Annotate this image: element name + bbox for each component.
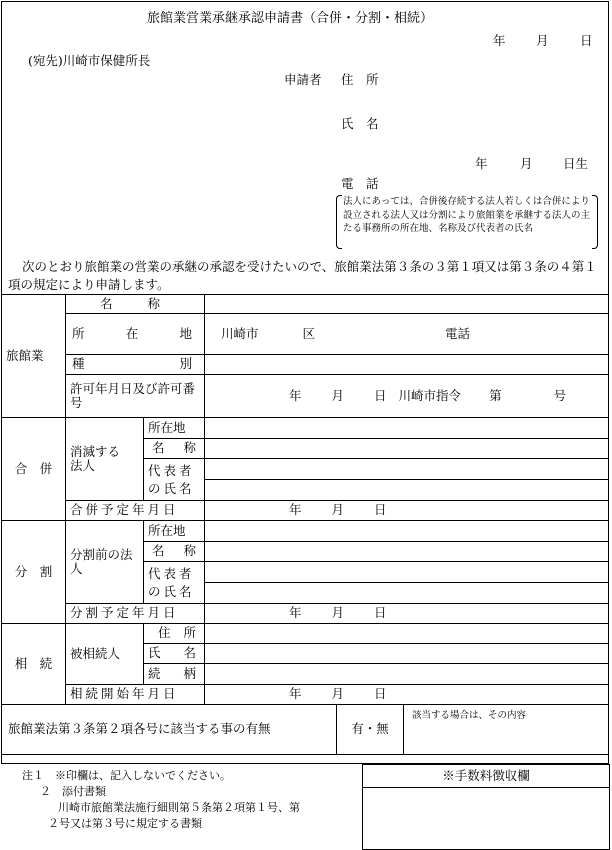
- applicant-name-label: 氏 名: [341, 116, 379, 131]
- merger-date-field[interactable]: [205, 501, 609, 521]
- corporate-note: 法人にあっては、合併後存続する法人若しくは合併により設立される法人又は分割により旅館業を承継する法人の主たる事務所の所在地、名称及び代表者の氏名: [343, 196, 591, 234]
- footnote-2-line2: ２号又は第３号に規定する書類: [48, 817, 202, 830]
- division-year-label: 年: [289, 605, 302, 621]
- division-name-label: 名 称: [144, 542, 205, 562]
- ryokan-section-label: 旅館業: [2, 295, 66, 418]
- merger-address-field[interactable]: [205, 418, 609, 439]
- merger-rep-field-1[interactable]: [205, 459, 609, 480]
- applicant-address-label: 住 所: [341, 72, 379, 87]
- merger-name-field[interactable]: [205, 439, 609, 459]
- division-month-label: 月: [331, 605, 345, 621]
- division-name-field[interactable]: [205, 542, 609, 562]
- merger-day-label: 日: [374, 502, 387, 518]
- applicant-label: 申請者: [284, 72, 322, 87]
- permit-go-label: 号: [553, 387, 567, 403]
- birth-month-label: 月: [520, 156, 533, 171]
- division-party-label: 分割前の法人: [66, 521, 144, 604]
- permit-year-label: 年: [289, 387, 302, 403]
- inheritance-party-label: 被相続人: [66, 624, 144, 685]
- permit-label: 許可年月日及び許可番号: [66, 375, 205, 418]
- date-day-label: 日: [580, 33, 593, 48]
- footnote-1: 注１ ※印欄は、記入しないでください。: [22, 769, 231, 782]
- note-bracket-left: [336, 195, 342, 249]
- permit-dai-label: 第: [489, 387, 502, 403]
- ward-label: 区: [302, 325, 316, 341]
- date-month-label: 月: [536, 33, 549, 48]
- merger-section-label: 合 併: [2, 418, 66, 521]
- merger-name-label: 名 称: [144, 439, 205, 459]
- inheritance-name-field[interactable]: [205, 644, 609, 664]
- division-section-label: 分 割: [2, 521, 66, 624]
- note-bracket-right: [592, 195, 598, 249]
- city-prefix: 川崎市: [221, 325, 259, 341]
- ryokan-type-label: 種 別: [66, 355, 205, 375]
- phone-label: 電話: [445, 325, 471, 341]
- merger-month-label: 月: [331, 502, 345, 518]
- merger-date-label: 合併予定年月日: [66, 501, 205, 521]
- inheritance-name-label: 氏 名: [144, 644, 205, 664]
- footnote-2-line1: 川崎市旅館業法施行細則第５条第２項第１号、第: [58, 801, 300, 814]
- permit-month-label: 月: [331, 387, 345, 403]
- fee-title: ※手数料徴収欄: [363, 765, 609, 788]
- ryokan-type-field[interactable]: [205, 355, 609, 375]
- application-table: [1, 294, 609, 755]
- applicant-phone-label: 電 話: [341, 176, 379, 191]
- intro-text: 次のとおり旅館業の営業の承継の承認を受けたいので、旅館業法第３条の３第１項又は第３条の４第１項の規定により申請します。: [8, 259, 597, 292]
- division-date-field[interactable]: [205, 604, 609, 624]
- division-address-label: 所在地: [144, 521, 205, 542]
- division-date-label: 分割予定年月日: [66, 604, 205, 624]
- inheritance-relation-label: 続 柄: [144, 664, 205, 685]
- division-day-label: 日: [374, 605, 387, 621]
- eligibility-row: [2, 705, 609, 755]
- merger-year-label: 年: [289, 502, 302, 518]
- ryokan-location-field[interactable]: [205, 314, 609, 355]
- form-title: 旅館業営業承継承認申請書（合併・分割・相続）: [147, 11, 434, 26]
- eligibility-question: 旅館業法第３条第２項各号に該当する事の有無: [8, 721, 271, 737]
- merger-rep-field-2[interactable]: [205, 480, 609, 501]
- addressee: (宛先)川崎市保健所長: [28, 53, 151, 68]
- merger-party-label: 消滅する法人: [66, 418, 144, 501]
- division-rep-field-1[interactable]: [205, 562, 609, 583]
- eligibility-choice[interactable]: 有・無: [336, 705, 404, 754]
- inheritance-year-label: 年: [289, 686, 302, 702]
- inheritance-month-label: 月: [331, 686, 345, 702]
- inheritance-date-label: 相続開始年月日: [66, 685, 205, 705]
- birth-year-label: 年: [475, 156, 488, 171]
- birth-day-label: 日生: [563, 156, 589, 171]
- footnote-2: ２ 添付書類: [40, 785, 106, 798]
- merger-address-label: 所在地: [144, 418, 205, 439]
- inheritance-section-label: 相 続: [2, 624, 66, 705]
- permit-field[interactable]: [205, 375, 609, 418]
- merger-rep-label: 代表者の氏名: [144, 459, 205, 501]
- eligibility-detail-label: 該当する場合は、その内容: [412, 710, 527, 721]
- permit-day-label: 日: [374, 387, 387, 403]
- inheritance-address-label: 住 所: [144, 624, 205, 644]
- inheritance-address-field[interactable]: [205, 624, 609, 644]
- division-rep-field-2[interactable]: [205, 583, 609, 604]
- fee-box: [362, 764, 610, 850]
- division-rep-label: 代表者の氏名: [144, 562, 205, 604]
- inheritance-date-field[interactable]: [205, 685, 609, 705]
- division-address-field[interactable]: [205, 521, 609, 542]
- inheritance-day-label: 日: [374, 686, 387, 702]
- date-year-label: 年: [493, 33, 506, 48]
- permit-city-label: 川崎市指令: [398, 387, 462, 403]
- ryokan-location-label: 所 在 地: [66, 314, 205, 355]
- ryokan-name-field[interactable]: [205, 295, 609, 314]
- ryokan-name-label: 名 称: [66, 295, 205, 314]
- inheritance-relation-field[interactable]: [205, 664, 609, 685]
